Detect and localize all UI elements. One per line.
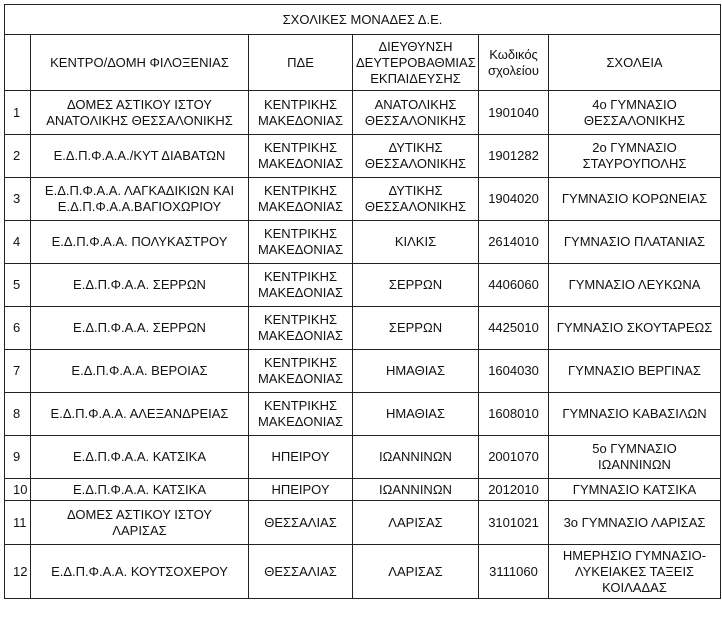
cell-dde: ΛΑΡΙΣΑΣ: [353, 545, 479, 599]
cell-code: 1904020: [479, 178, 549, 221]
cell-dde: ΗΜΑΘΙΑΣ: [353, 393, 479, 436]
cell-center: Ε.Δ.Π.Φ.Α.Α./ΚΥΤ ΔΙΑΒΑΤΩΝ: [31, 135, 249, 178]
cell-center: Ε.Δ.Π.Φ.Α.Α. ΚΑΤΣΙΚΑ: [31, 436, 249, 479]
cell-center: ΔΟΜΕΣ ΑΣΤΙΚΟΥ ΙΣΤΟΥ ΛΑΡΙΣΑΣ: [31, 501, 249, 545]
cell-school: 4ο ΓΥΜΝΑΣΙΟ ΘΕΣΣΑΛΟΝΙΚΗΣ: [549, 91, 721, 135]
header-center: ΚΕΝΤΡΟ/ΔΟΜΗ ΦΙΛΟΞΕΝΙΑΣ: [31, 35, 249, 91]
cell-center: Ε.Δ.Π.Φ.Α.Α. ΛΑΓΚΑΔΙΚΙΩΝ ΚΑΙ Ε.Δ.Π.Φ.Α.Α.ΒΑΓΙΟΧΩΡΙΟΥ: [31, 178, 249, 221]
table-row: [5, 221, 721, 264]
cell-pde: ΗΠΕΙΡΟΥ: [249, 479, 353, 501]
cell-pde: ΚΕΝΤΡΙΚΗΣ ΜΑΚΕΔΟΝΙΑΣ: [249, 350, 353, 393]
cell-code: 2012010: [479, 479, 549, 501]
header-code: Κωδικός σχολείου: [479, 35, 549, 91]
cell-school: ΓΥΜΝΑΣΙΟ ΛΕΥΚΩΝΑ: [549, 264, 721, 307]
cell-index: 7: [5, 350, 31, 393]
cell-code: 1901282: [479, 135, 549, 178]
cell-pde: ΚΕΝΤΡΙΚΗΣ ΜΑΚΕΔΟΝΙΑΣ: [249, 307, 353, 350]
cell-school: ΓΥΜΝΑΣΙΟ ΚΑΤΣΙΚΑ: [549, 479, 721, 501]
table-row: [5, 307, 721, 350]
cell-dde: ΛΑΡΙΣΑΣ: [353, 501, 479, 545]
cell-pde: ΚΕΝΤΡΙΚΗΣ ΜΑΚΕΔΟΝΙΑΣ: [249, 135, 353, 178]
cell-dde: ΙΩΑΝΝΙΝΩΝ: [353, 479, 479, 501]
cell-center: Ε.Δ.Π.Φ.Α.Α. ΣΕΡΡΩΝ: [31, 264, 249, 307]
cell-index: 6: [5, 307, 31, 350]
cell-center: Ε.Δ.Π.Φ.Α.Α. ΚΟΥΤΣΟΧΕΡΟΥ: [31, 545, 249, 599]
cell-code: 3111060: [479, 545, 549, 599]
cell-pde: ΘΕΣΣΑΛΙΑΣ: [249, 501, 353, 545]
cell-code: 1608010: [479, 393, 549, 436]
cell-index: 12: [5, 545, 31, 599]
cell-pde: ΚΕΝΤΡΙΚΗΣ ΜΑΚΕΔΟΝΙΑΣ: [249, 393, 353, 436]
cell-school: 5ο ΓΥΜΝΑΣΙΟ ΙΩΑΝΝΙΝΩΝ: [549, 436, 721, 479]
cell-index: 3: [5, 178, 31, 221]
cell-dde: ΙΩΑΝΝΙΝΩΝ: [353, 436, 479, 479]
cell-index: 5: [5, 264, 31, 307]
cell-pde: ΘΕΣΣΑΛΙΑΣ: [249, 545, 353, 599]
cell-code: 1604030: [479, 350, 549, 393]
cell-code: 4406060: [479, 264, 549, 307]
table-row: [5, 135, 721, 178]
cell-center: Ε.Δ.Π.Φ.Α.Α. ΣΕΡΡΩΝ: [31, 307, 249, 350]
cell-pde: ΚΕΝΤΡΙΚΗΣ ΜΑΚΕΔΟΝΙΑΣ: [249, 178, 353, 221]
header-index: [5, 35, 31, 91]
cell-code: 3101021: [479, 501, 549, 545]
cell-code: 1901040: [479, 91, 549, 135]
cell-center: ΔΟΜΕΣ ΑΣΤΙΚΟΥ ΙΣΤΟΥ ΑΝΑΤΟΛΙΚΗΣ ΘΕΣΣΑΛΟΝΙΚΗΣ: [31, 91, 249, 135]
table-row: [5, 264, 721, 307]
cell-index: 4: [5, 221, 31, 264]
cell-school: ΓΥΜΝΑΣΙΟ ΠΛΑΤΑΝΙΑΣ: [549, 221, 721, 264]
cell-dde: ΔΥΤΙΚΗΣ ΘΕΣΣΑΛΟΝΙΚΗΣ: [353, 178, 479, 221]
table-row: [5, 393, 721, 436]
cell-pde: ΚΕΝΤΡΙΚΗΣ ΜΑΚΕΔΟΝΙΑΣ: [249, 221, 353, 264]
table-body: [5, 91, 721, 599]
cell-dde: ΗΜΑΘΙΑΣ: [353, 350, 479, 393]
cell-school: 3ο ΓΥΜΝΑΣΙΟ ΛΑΡΙΣΑΣ: [549, 501, 721, 545]
cell-dde: ΣΕΡΡΩΝ: [353, 264, 479, 307]
cell-center: Ε.Δ.Π.Φ.Α.Α. ΒΕΡΟΙΑΣ: [31, 350, 249, 393]
cell-school: ΓΥΜΝΑΣΙΟ ΒΕΡΓΙΝΑΣ: [549, 350, 721, 393]
cell-center: Ε.Δ.Π.Φ.Α.Α. ΠΟΛΥΚΑΣΤΡΟΥ: [31, 221, 249, 264]
cell-school: ΓΥΜΝΑΣΙΟ ΚΟΡΩΝΕΙΑΣ: [549, 178, 721, 221]
cell-index: 11: [5, 501, 31, 545]
header-dde: ΔΙΕΥΘΥΝΣΗ ΔΕΥΤΕΡΟΒΑΘΜΙΑΣ ΕΚΠΑΙΔΕΥΣΗΣ: [353, 35, 479, 91]
table-row: [5, 479, 721, 501]
table-row: [5, 501, 721, 545]
cell-index: 1: [5, 91, 31, 135]
cell-pde: ΚΕΝΤΡΙΚΗΣ ΜΑΚΕΔΟΝΙΑΣ: [249, 91, 353, 135]
table-row: [5, 178, 721, 221]
table-row: [5, 91, 721, 135]
cell-dde: ΑΝΑΤΟΛΙΚΗΣ ΘΕΣΣΑΛΟΝΙΚΗΣ: [353, 91, 479, 135]
cell-dde: ΚΙΛΚΙΣ: [353, 221, 479, 264]
table-row: [5, 436, 721, 479]
cell-pde: ΗΠΕΙΡΟΥ: [249, 436, 353, 479]
cell-dde: ΔΥΤΙΚΗΣ ΘΕΣΣΑΛΟΝΙΚΗΣ: [353, 135, 479, 178]
header-row: [5, 35, 721, 91]
cell-code: 2614010: [479, 221, 549, 264]
cell-center: Ε.Δ.Π.Φ.Α.Α. ΑΛΕΞΑΝΔΡΕΙΑΣ: [31, 393, 249, 436]
table-row: [5, 350, 721, 393]
cell-school: ΗΜΕΡΗΣΙΟ ΓΥΜΝΑΣΙΟ- ΛΥΚΕΙΑΚΕΣ ΤΑΞΕΙΣ ΚΟΙΛΑΔΑΣ: [549, 545, 721, 599]
header-pde: ΠΔΕ: [249, 35, 353, 91]
cell-school: 2ο ΓΥΜΝΑΣΙΟ ΣΤΑΥΡΟΥΠΟΛΗΣ: [549, 135, 721, 178]
cell-school: ΓΥΜΝΑΣΙΟ ΣΚΟΥΤΑΡΕΩΣ: [549, 307, 721, 350]
header-school: ΣΧΟΛΕΙΑ: [549, 35, 721, 91]
cell-index: 8: [5, 393, 31, 436]
cell-index: 2: [5, 135, 31, 178]
cell-index: 10: [5, 479, 31, 501]
schools-table: [4, 4, 721, 599]
cell-code: 2001070: [479, 436, 549, 479]
cell-dde: ΣΕΡΡΩΝ: [353, 307, 479, 350]
cell-center: Ε.Δ.Π.Φ.Α.Α. ΚΑΤΣΙΚΑ: [31, 479, 249, 501]
table-title: ΣΧΟΛΙΚΕΣ ΜΟΝΑΔΕΣ Δ.Ε.: [4, 4, 721, 34]
cell-school: ΓΥΜΝΑΣΙΟ ΚΑΒΑΣΙΛΩΝ: [549, 393, 721, 436]
cell-index: 9: [5, 436, 31, 479]
cell-pde: ΚΕΝΤΡΙΚΗΣ ΜΑΚΕΔΟΝΙΑΣ: [249, 264, 353, 307]
cell-code: 4425010: [479, 307, 549, 350]
table-row: [5, 545, 721, 599]
